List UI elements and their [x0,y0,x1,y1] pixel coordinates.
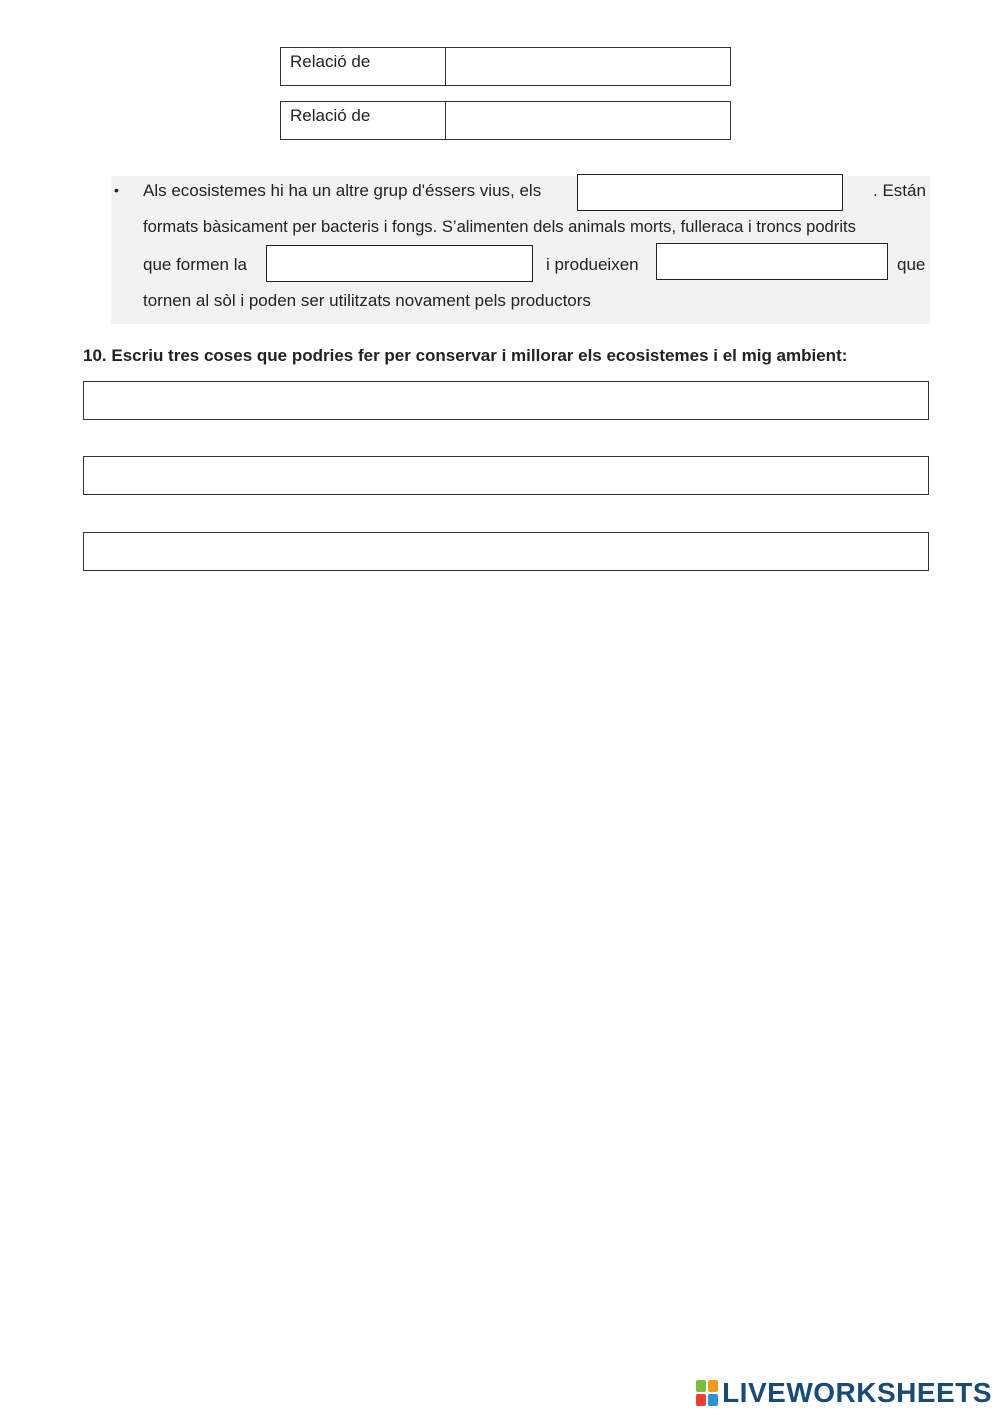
relation-answer-field[interactable] [446,102,730,139]
paragraph-line-1-end: . Están [873,181,926,200]
bullet-point: • [114,182,119,198]
answer-field-3[interactable] [83,532,929,571]
liveworksheets-logo [696,1376,992,1410]
decomposers-blank[interactable] [577,174,843,211]
relation-label: Relació de [281,102,446,139]
humus-blank[interactable] [266,245,533,282]
answer-field-1[interactable] [83,381,929,420]
logo-text: LIVEWORKSHEETS [722,1377,992,1408]
paragraph-line-1-start: Als ecosistemes hi ha un altre grup d'éssers vius, els [143,181,542,200]
paragraph-line-3-end: que [897,255,926,274]
liveworksheets-logo-icon [696,1380,718,1406]
relation-answer-field[interactable] [446,48,730,85]
mineral-salts-blank[interactable] [656,243,888,280]
paragraph-line-3-start: que formen la [143,255,247,274]
paragraph-line-2: formats bàsicament per bacteris i fongs. S’alimenten dels animals morts, fulleraca i troncs podrits [143,217,856,236]
relation-label: Relació de [281,48,446,85]
question-10-title: 10. Escriu tres coses que podries fer per conservar i millorar els ecosistemes i el mig ambient: [83,346,848,365]
relation-row-2 [280,101,731,140]
paragraph-line-3-mid: i produeixen [546,255,639,274]
paragraph-line-4: tornen al sòl i poden ser utilitzats novament pels productors [143,291,591,310]
relation-row-1 [280,47,731,86]
answer-field-2[interactable] [83,456,929,495]
